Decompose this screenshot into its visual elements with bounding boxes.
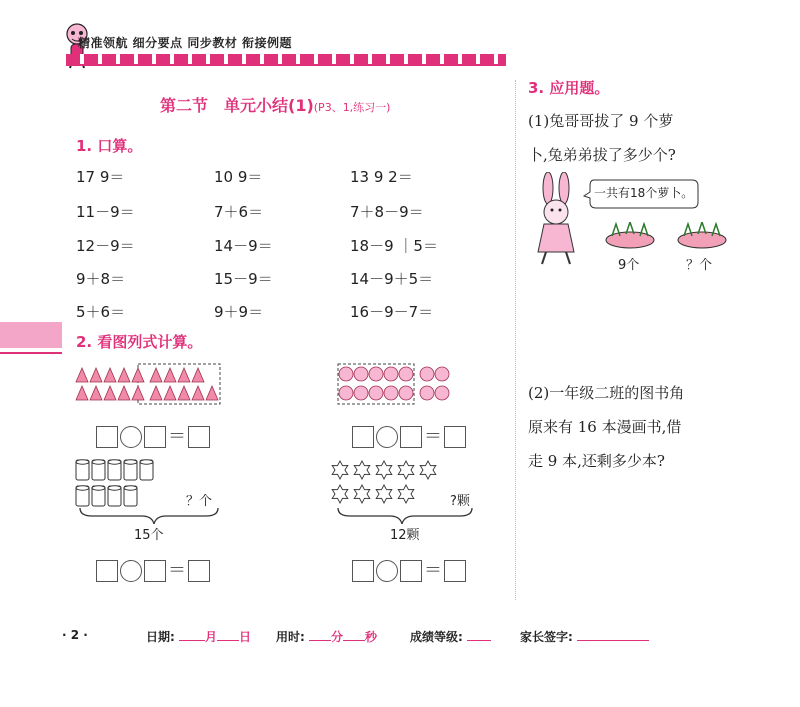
- seconds-input[interactable]: [343, 640, 365, 641]
- watermelon-slice-icon: [192, 368, 204, 382]
- star-icon: [354, 485, 370, 503]
- answer-box[interactable]: [400, 560, 422, 582]
- star-icon: [420, 461, 436, 479]
- apple-icon: [420, 367, 434, 381]
- side-tab: [0, 322, 62, 348]
- answer-box[interactable]: [400, 426, 422, 448]
- watermelon-slice-icon: [118, 386, 130, 400]
- apple-icon: [399, 386, 413, 400]
- star-icon: [332, 485, 348, 503]
- page-number: · 2 ·: [62, 628, 88, 642]
- apple-icon: [384, 367, 398, 381]
- answer-box[interactable]: [188, 426, 210, 448]
- watermelon-slice-icon: [150, 386, 162, 400]
- answer-box[interactable]: [144, 560, 166, 582]
- watermelon-slice-icon: [178, 386, 190, 400]
- watermelon-slice-icon: [104, 368, 116, 382]
- watermelon-slice-icon: [164, 368, 176, 382]
- mental-math-item: 7＋8－9＝: [350, 203, 424, 221]
- equation-row-3: ＝: [96, 556, 212, 582]
- equation-row-4: ＝: [352, 556, 468, 582]
- rabbit-icon: [528, 172, 588, 266]
- apple-icon: [435, 367, 449, 381]
- grade-field: 成绩等级:: [410, 628, 491, 645]
- watermelon-slice-icon: [206, 386, 218, 400]
- cylinder-total-label: 15个: [134, 528, 164, 543]
- q3-problem-2: (2)一年级二班的图书角 原来有 16 本漫画书,借 走 9 本,还剩多少本?: [528, 384, 685, 470]
- speech-bubble-text: 一共有18个萝卜。: [594, 186, 694, 200]
- watermelon-slice-icon: [104, 386, 116, 400]
- answer-box[interactable]: [188, 560, 210, 582]
- watermelon-slice-icon: [150, 368, 162, 382]
- minutes-input[interactable]: [309, 640, 331, 641]
- operator-circle[interactable]: [120, 426, 142, 448]
- watermelon-slice-icon: [76, 368, 88, 382]
- operator-circle[interactable]: [376, 426, 398, 448]
- watermelon-slice-icon: [192, 386, 204, 400]
- watermelon-slice-icon: [76, 386, 88, 400]
- header-line: [66, 64, 506, 66]
- watermelon-group-image: [72, 362, 222, 406]
- answer-box[interactable]: [444, 426, 466, 448]
- signature-input[interactable]: [577, 640, 649, 641]
- date-field: 日期: 月 日: [146, 630, 252, 644]
- mental-math-item: 9＋8＝: [76, 270, 126, 288]
- answer-box[interactable]: [96, 426, 118, 448]
- star-icon: [398, 461, 414, 479]
- carrot-right-label: ？个: [686, 258, 713, 273]
- header-stripe: [66, 54, 506, 64]
- mental-math-item: 14－9＝: [214, 237, 273, 255]
- watermelon-slice-icon: [132, 368, 144, 382]
- carrot-pile-left-icon: [604, 222, 656, 250]
- mental-math-item: 10 9＝: [214, 168, 263, 186]
- signature-field: 家长签字:: [520, 628, 649, 645]
- carrot-pile-right-icon: [676, 222, 728, 250]
- day-input[interactable]: [217, 640, 239, 641]
- side-tab-line: [0, 352, 62, 354]
- watermelon-slice-icon: [178, 368, 190, 382]
- mental-math-item: 13 9 2＝: [350, 168, 413, 186]
- star-icon: [398, 485, 414, 503]
- equation-row-2: ＝: [352, 422, 468, 448]
- equation-row-1: ＝: [96, 422, 212, 448]
- carrot-left-label: 9个: [618, 258, 640, 273]
- answer-box[interactable]: [144, 426, 166, 448]
- watermelon-slice-icon: [90, 368, 102, 382]
- watermelon-slice-icon: [164, 386, 176, 400]
- mental-math-item: 14－9＋5＝: [350, 270, 434, 288]
- apple-icon: [420, 386, 434, 400]
- mental-math-item: 9＋9＝: [214, 303, 264, 321]
- grade-input[interactable]: [467, 640, 491, 641]
- watermelon-slice-icon: [90, 386, 102, 400]
- mental-math-item: 11－9＝: [76, 203, 135, 221]
- star-icon: [376, 485, 392, 503]
- operator-circle[interactable]: [376, 560, 398, 582]
- apple-icon: [369, 367, 383, 381]
- apple-icon: [435, 386, 449, 400]
- cylinder-unknown-label: ？个: [186, 494, 213, 509]
- star-total-label: 12颗: [390, 528, 420, 543]
- answer-box[interactable]: [352, 426, 374, 448]
- apple-icon: [354, 367, 368, 381]
- mental-math-item: 15－9＝: [214, 270, 273, 288]
- q2-heading: 2. 看图列式计算。: [76, 333, 203, 351]
- apple-group-image: [336, 362, 476, 406]
- apple-icon: [399, 367, 413, 381]
- mental-math-item: 7＋6＝: [214, 203, 264, 221]
- time-field: 用时: 分 秒: [276, 630, 378, 644]
- answer-box[interactable]: [96, 560, 118, 582]
- apple-icon: [339, 386, 353, 400]
- section-title: 第二节 单元小结(1)(P3、1,练习一): [160, 96, 391, 115]
- mental-math-item: 18－9 ｜5＝: [350, 237, 438, 255]
- apple-icon: [339, 367, 353, 381]
- mental-math-item: 12－9＝: [76, 237, 135, 255]
- apple-icon: [369, 386, 383, 400]
- apple-icon: [384, 386, 398, 400]
- section-ref: (P3、1,练习一): [313, 101, 391, 114]
- apple-icon: [354, 386, 368, 400]
- q1-heading: 1. 口算。: [76, 137, 143, 155]
- operator-circle[interactable]: [120, 560, 142, 582]
- mental-math-item: 17 9＝: [76, 168, 125, 186]
- month-input[interactable]: [179, 640, 205, 641]
- q3-heading: 3. 应用题。: [528, 79, 610, 97]
- star-icon: [354, 461, 370, 479]
- watermelon-slice-icon: [118, 368, 130, 382]
- column-divider: [515, 80, 516, 600]
- star-unknown-label: ?颗: [450, 494, 470, 509]
- answer-box[interactable]: [444, 560, 466, 582]
- header-tagline: 精准领航 细分要点 同步教材 衔接例题: [78, 36, 293, 50]
- star-icon: [332, 461, 348, 479]
- q3-problem-1: (1)兔哥哥拔了 9 个萝 卜,兔弟弟拔了多少个?: [528, 112, 676, 164]
- watermelon-slice-icon: [132, 386, 144, 400]
- star-icon: [376, 461, 392, 479]
- mental-math-item: 5＋6＝: [76, 303, 126, 321]
- answer-box[interactable]: [352, 560, 374, 582]
- mental-math-item: 16－9－7＝: [350, 303, 434, 321]
